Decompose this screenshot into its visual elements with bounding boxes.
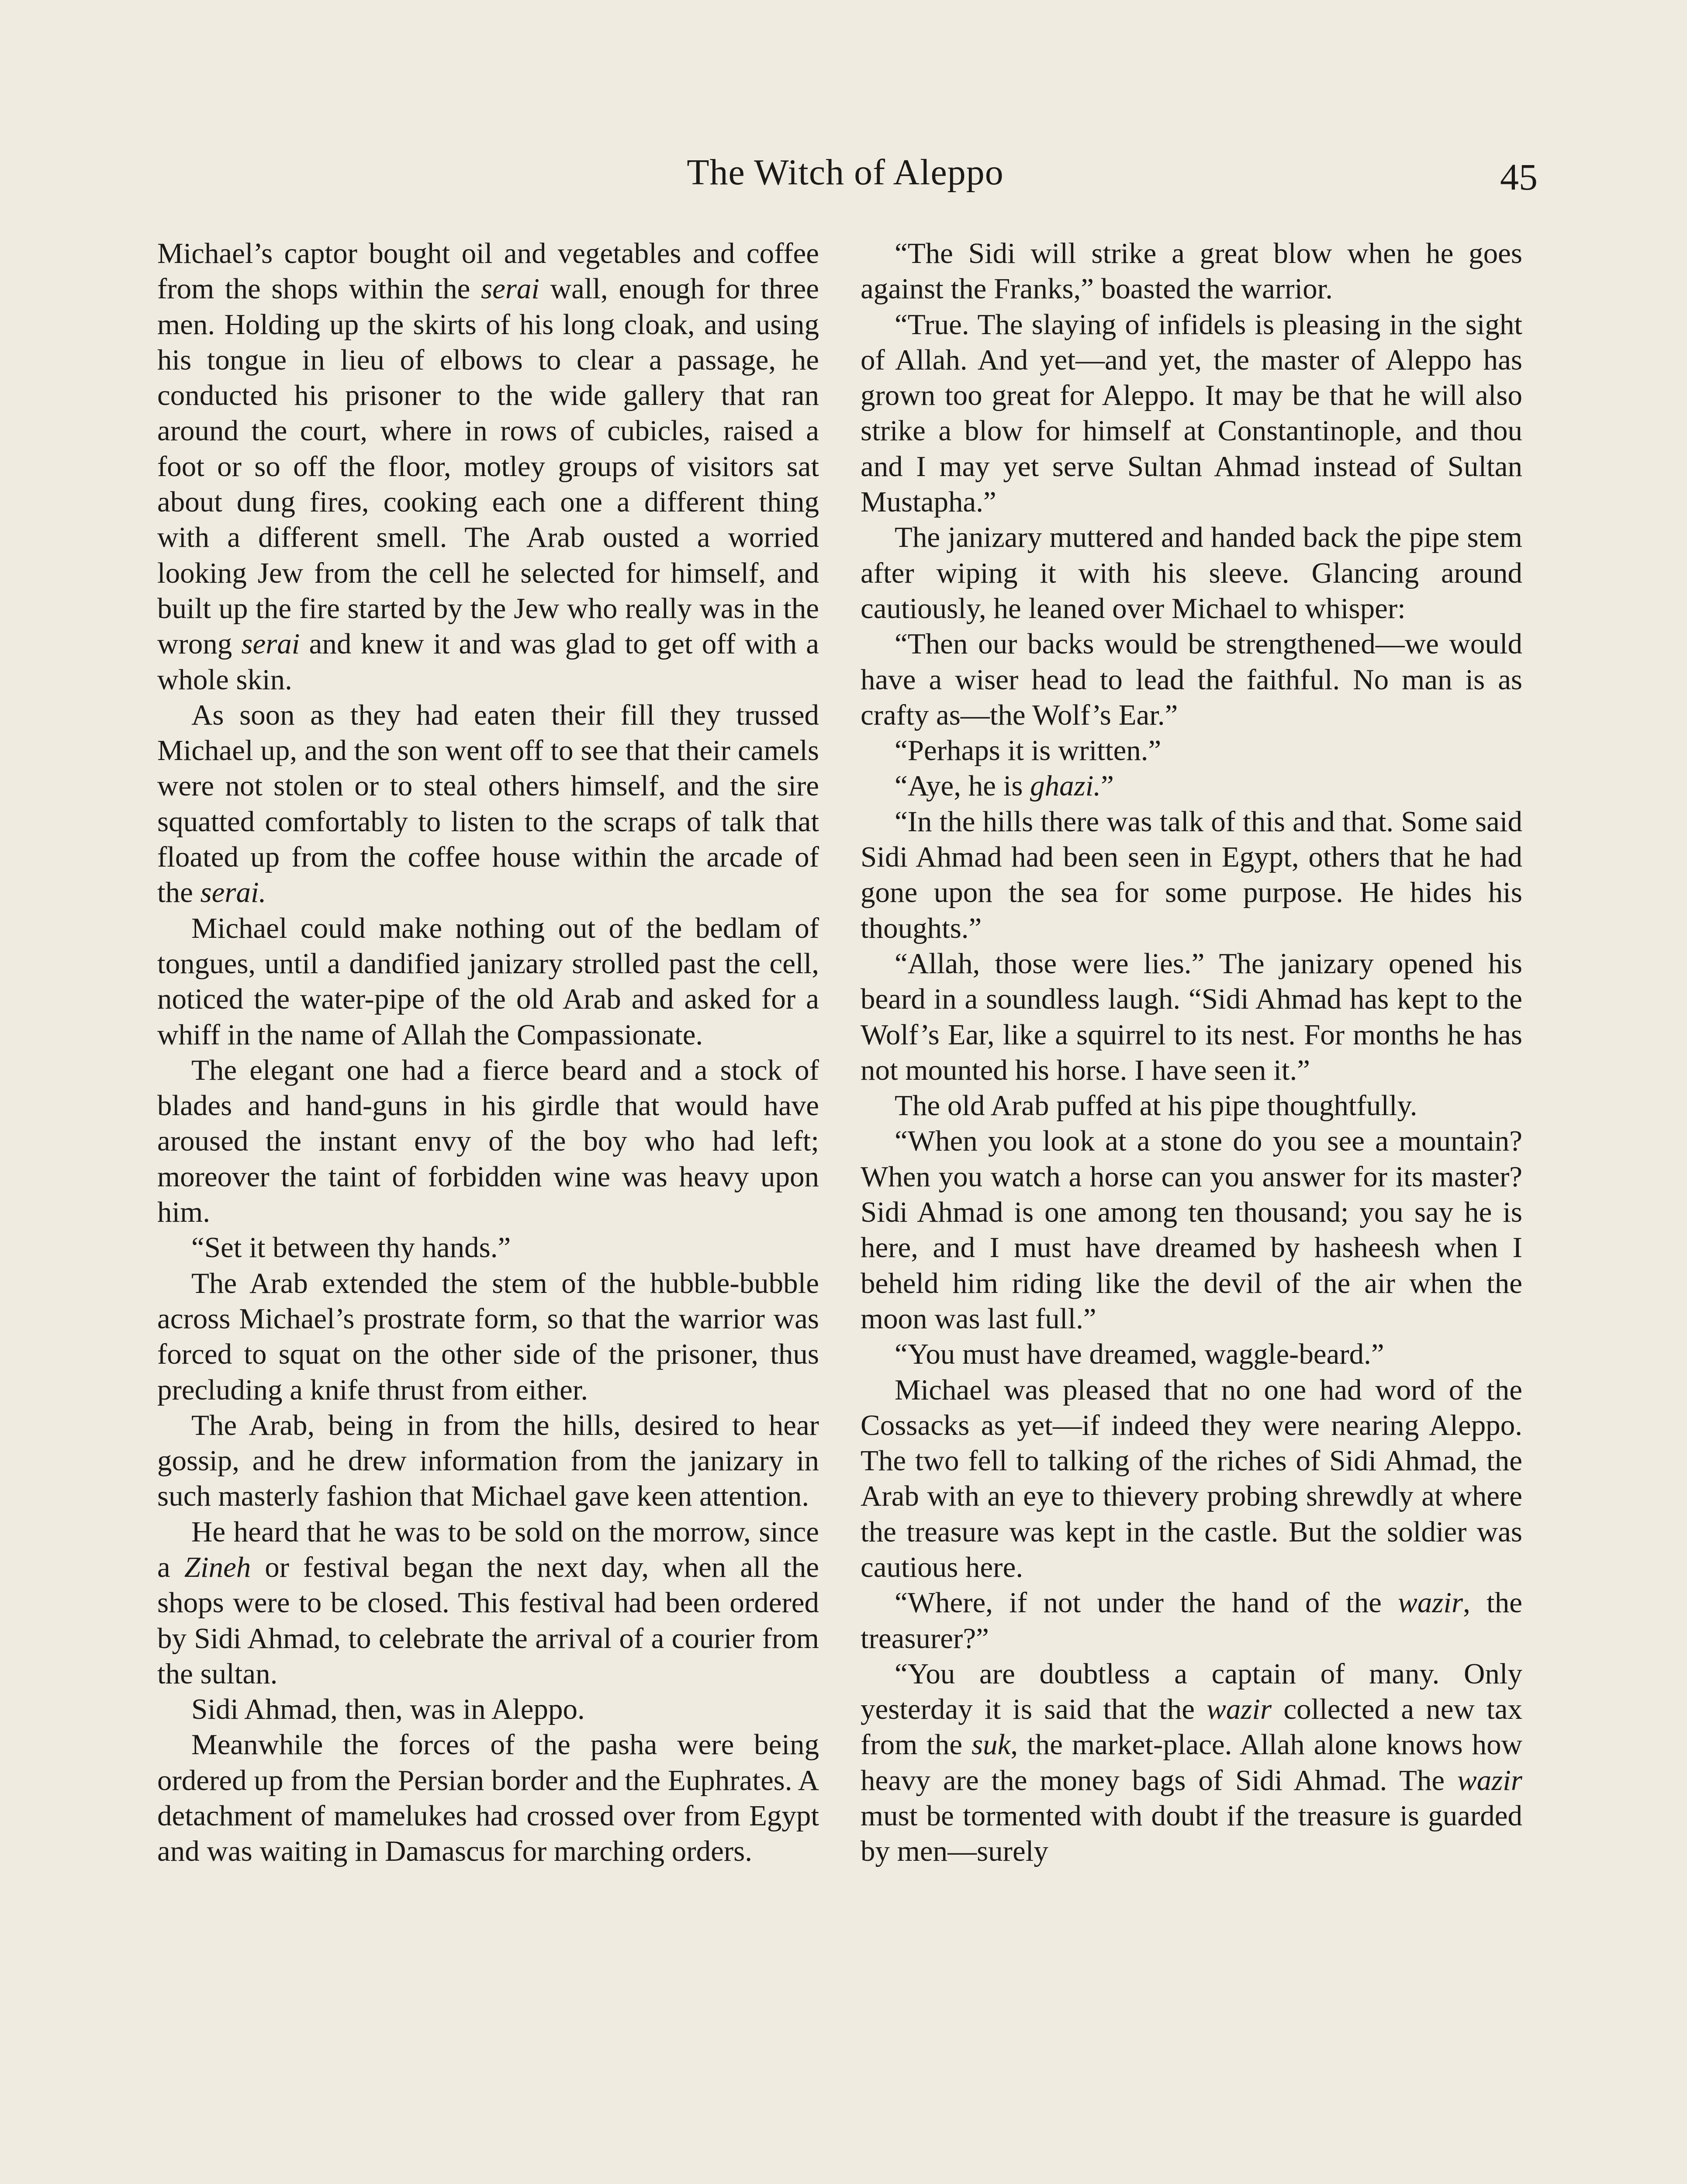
paragraph: “Set it between thy hands.” xyxy=(191,1231,511,1264)
paragraph: “Aye, he is ghazi.” xyxy=(895,770,1114,802)
right-column xyxy=(861,236,1522,1870)
left-column xyxy=(157,236,819,1870)
running-title: The Witch of Aleppo xyxy=(687,152,1004,193)
paragraph: “Where, if not under the hand of the wazir, the treasurer?” xyxy=(861,1586,1522,1655)
paragraph: “In the hills there was talk of this and that. Some said Sidi Ahmad had been seen in Egypt, others that he had gone upon the sea for some purpose. He hides his thoughts.” xyxy=(861,805,1522,944)
paragraph: Michael was pleased that no one had word of the Cossacks as yet—if indeed they were nearing Aleppo. The two fell to talking of the riches of Sidi Ahmad, the Arab with an eye to thievery probing shrewdly at where the treasure was kept in the castle. But the soldier was cautious here. xyxy=(861,1373,1522,1583)
paragraph: Michael’s captor bought oil and vegetables and coffee from the shops within the serai wall, enough for three men. Holding up the skirts of his long cloak, and using his tongue in lieu of elbows to clear a passage, he conducted his prisoner to the wide gallery that ran around the court, where in rows of cubicles, raised a foot or so off the floor, motley groups of visitors sat about dung fires, cooking each one a different thing with a different smell. The Arab ousted a worried looking Jew from the cell he selected for himself, and built up the fire started by the Jew who really was in the wrong serai and knew it and was glad to get off with a whole skin. xyxy=(157,237,819,696)
paragraph: The elegant one had a fierce beard and a stock of blades and hand-guns in his girdle that would have aroused the instant envy of the boy who had left; moreover the taint of forbidden wine was heavy upon him. xyxy=(157,1054,819,1229)
paragraph: He heard that he was to be sold on the morrow, since a Zineh or festival began the next day, when all the shops were to be closed. This festival had been ordered by Sidi Ahmad, to celebrate the arrival of a courier from the sultan. xyxy=(157,1515,819,1690)
paragraph: “You must have dreamed, waggle-beard.” xyxy=(895,1338,1384,1371)
paragraph: The Arab extended the stem of the hubble-bubble across Michael’s prostrate form, so that the warrior was forced to squat on the other side of the prisoner, thus precluding a knife thrust from either. xyxy=(157,1267,819,1406)
page-number: 45 xyxy=(1500,156,1538,198)
paragraph: “True. The slaying of infidels is pleasing in the sight of Allah. And yet—and yet, the master of Aleppo has grown too great for Aleppo. It may be that he will also strike a blow for himself at Constantinople, and thou and I may yet serve Sultan Ahmad instead of Sultan Mustapha.” xyxy=(861,308,1522,518)
paragraph: “Then our backs would be strengthened—we would have a wiser head to lead the faithful. No man is as crafty as—the Wolf’s Ear.” xyxy=(861,628,1522,731)
paragraph: Meanwhile the forces of the pasha were being ordered up from the Persian border and the Euphrates. A detachment of mamelukes had crossed over from Egypt and was waiting in Damascus for marching orders. xyxy=(157,1728,819,1868)
paragraph: The Arab, being in from the hills, desired to hear gossip, and he drew information from the janizary in such masterly fashion that Michael gave keen attention. xyxy=(157,1409,819,1513)
paragraph: “Perhaps it is written.” xyxy=(895,734,1162,767)
paragraph: As soon as they had eaten their fill they trussed Michael up, and the son went off to see that their camels were not stolen or to steal others himself, and the sire squatted comfortably to listen to the scraps of talk that floated up from the coffee house within the arcade of the serai. xyxy=(157,698,819,909)
paragraph: Michael could make nothing out of the bedlam of tongues, until a dandified janizary strolled past the cell, noticed the water-pipe of the old Arab and asked for a whiff in the name of Allah the Compassionate. xyxy=(157,912,819,1051)
paragraph: “When you look at a stone do you see a mountain? When you watch a horse can you answer for its master? Sidi Ahmad is one among ten thousand; you say he is here, and I must have dreamed by hasheesh when I beheld him riding like the devil of the air when the moon was last full.” xyxy=(861,1125,1522,1335)
paragraph: “You are doubtless a captain of many. Only yesterday it is said that the wazir collected a new tax from the suk, the market-place. Allah alone knows how heavy are the money bags of Sidi Ahmad. The wazir must be tormented with doubt if the treasure is guarded by men—surely xyxy=(861,1657,1522,1868)
paragraph: “Allah, those were lies.” The janizary opened his beard in a soundless laugh. “Sidi Ahmad has kept to the Wolf’s Ear, like a squirrel to its nest. For months he has not mounted his horse. I have seen it.” xyxy=(861,947,1522,1086)
page-header xyxy=(157,144,1538,201)
paragraph: Sidi Ahmad, then, was in Aleppo. xyxy=(191,1693,585,1726)
paragraph: “The Sidi will strike a great blow when he goes against the Franks,” boasted the warrior. xyxy=(861,237,1522,305)
paragraph: The old Arab puffed at his pipe thoughtfully. xyxy=(895,1089,1417,1122)
paragraph: The janizary muttered and handed back the pipe stem after wiping it with his sleeve. Glancing around cautiously, he leaned over Michael to whisper: xyxy=(861,521,1522,625)
